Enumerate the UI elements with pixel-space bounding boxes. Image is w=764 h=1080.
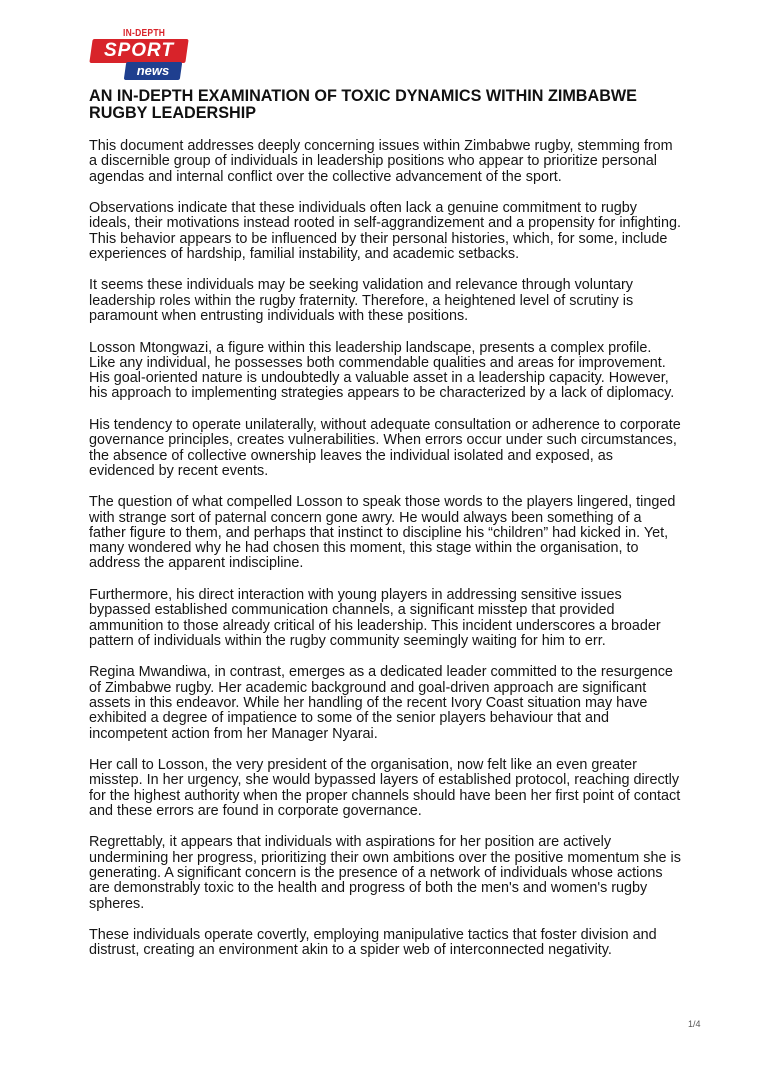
paragraph: His tendency to operate unilaterally, without adequate consultation or adherence to corporate governance principles, creates vulnerabilities. When errors occur under such circumstances, the absence of collective ownership leaves the individual isolated and exposed, as evidenced by recent events. — [89, 416, 681, 479]
in-depth-sport-news-logo — [89, 28, 193, 84]
paragraph: Regrettably, it appears that individuals with aspirations for her position are actively undermining her progress, prioritizing their own ambitions over the positive momentum she is generating. A significant concern is the presence of a network of individuals whose actions are demonstrably toxic to the health and progress of both the men's and women's rugby spheres. — [89, 834, 681, 912]
logo-sport-banner — [89, 39, 188, 63]
logo-sport-text: SPORT — [103, 40, 175, 61]
paragraph: This document addresses deeply concerning issues within Zimbabwe rugby, stemming from a discernible group of individuals in leadership positions who appear to prioritize personal agendas and internal conflict over the collective advancement of the sport. — [89, 138, 673, 185]
paragraph: Regina Mwandiwa, in contrast, emerges as a dedicated leader committed to the resurgence of Zimbabwe rugby. Her academic background and goal-driven approach are significant assets in this endeavor. While her handling of the recent Ivory Coast situation may have exhibited a degree of impatience to some of the senior players behaviour that and incompetent action from her Manager Nyarai. — [89, 664, 673, 742]
logo-news-banner — [124, 62, 183, 80]
paragraph: Her call to Losson, the very president of the organisation, now felt like an even greater misstep. In her urgency, she would bypassed layers of established protocol, reaching directly for the highest authority when the proper channels should have been her first point of contact and these errors are found in corporate governance. — [89, 757, 681, 819]
page-number: 1/4 — [688, 1019, 701, 1029]
document-title: AN IN-DEPTH EXAMINATION OF TOXIC DYNAMICS WITHIN ZIMBABWE RUGBY LEADERSHIP — [89, 87, 637, 122]
paragraph: Furthermore, his direct interaction with young players in addressing sensitive issues bypassed established communication channels, a significant misstep that provided ammunition to those already critical of his leadership. This incident underscores a broader pattern of individuals within the rugby community seemingly waiting for him to err. — [89, 586, 661, 649]
paragraph: It seems these individuals may be seeking validation and relevance through voluntary leadership roles within the rugby fraternity. Therefore, a heightened level of scrutiny is paramount when entrusting individuals with these positions. — [89, 277, 634, 325]
document-body — [89, 139, 681, 975]
paragraph: These individuals operate covertly, employing manipulative tactics that foster division and distrust, creating an environment akin to a spider web of interconnected negativity. — [89, 927, 657, 959]
paragraph: Observations indicate that these individuals often lack a genuine commitment to rugby ideals, their motivations instead rooted in self-aggrandizement and a propensity for infighting. This behavior appears to be influenced by their personal histories, which, for some, include experiences of hardship, familial instability, and academic setbacks. — [89, 200, 681, 262]
paragraph: The question of what compelled Losson to speak those words to the players lingered, tinged with strange sort of paternal concern gone awry. He would always been something of a father figure to them, and perhaps that instinct to discipline his “children” had kicked in. Yet, many wondered why he had chosen this moment, this stage within the organisation, to address the apparent indiscipline. — [89, 494, 676, 572]
paragraph: Losson Mtongwazi, a figure within this leadership landscape, presents a complex profile. Like any individual, he possesses both commendable qualities and areas for improvement. His goal-oriented nature is undoubtedly a valuable asset in a leadership capacity. However, his approach to implementing strategies appears to be characterized by a lack of diplomacy. — [89, 339, 675, 402]
logo-kicker: IN-DEPTH — [123, 28, 166, 39]
logo-news-text: news — [136, 63, 170, 78]
